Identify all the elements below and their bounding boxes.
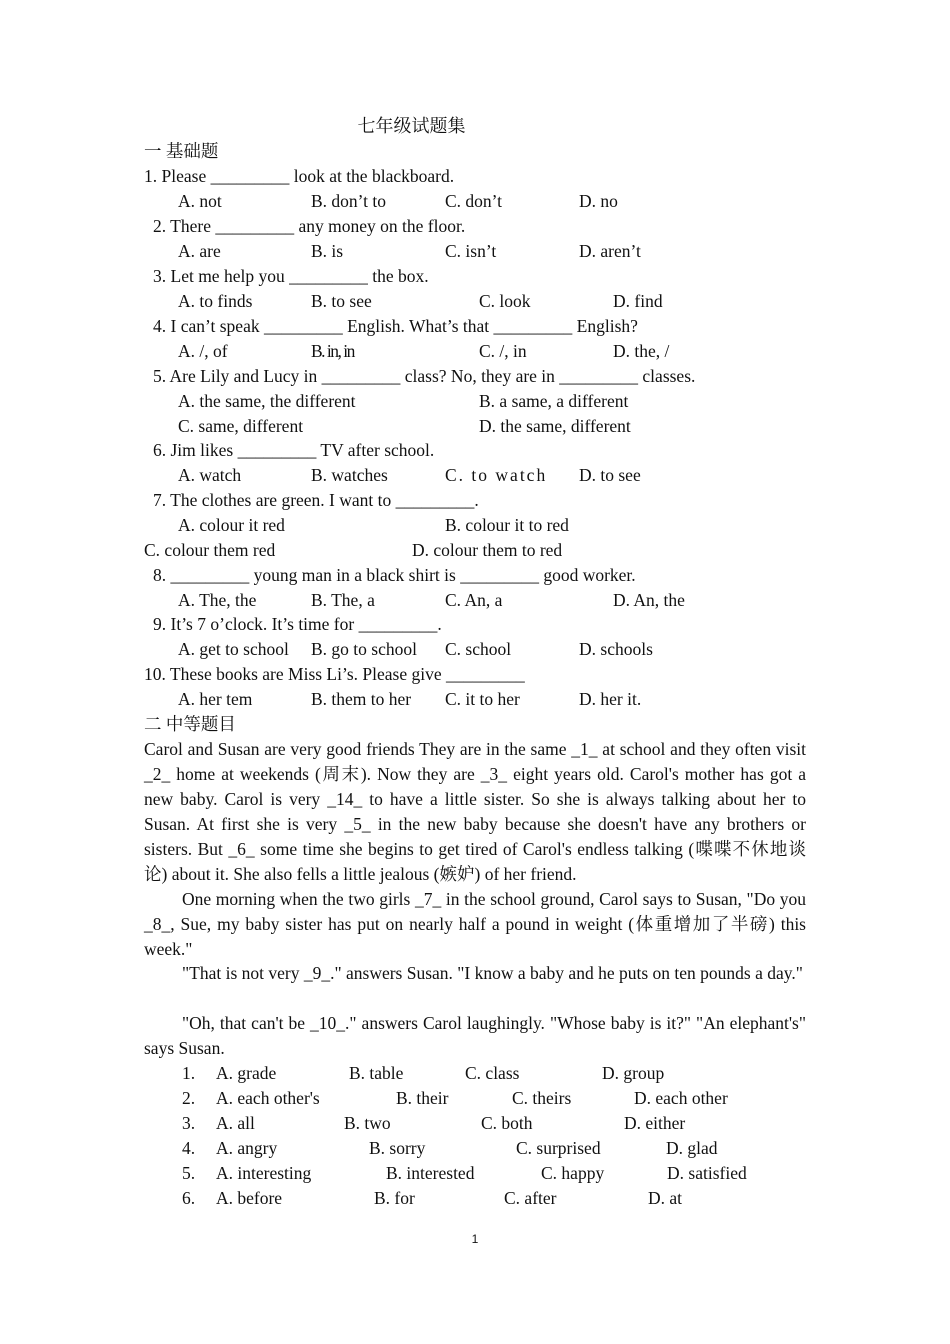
- choice-3-option-c: C. both: [481, 1113, 533, 1133]
- question-8-option-d: D. An, the: [613, 590, 685, 610]
- choice-6-option-a: A. before: [216, 1188, 283, 1208]
- question-7-option-b: B. colour it to red: [445, 515, 569, 535]
- question-7-option-c: C. colour them red: [144, 540, 276, 560]
- choice-2-option-b: B. their: [396, 1088, 449, 1108]
- choice-5-option-b: B. interested: [386, 1163, 475, 1183]
- question-3-stem: 3. Let me help you _________ the box.: [153, 266, 429, 286]
- choice-6-number: 6.: [182, 1188, 196, 1208]
- choice-4-number: 4.: [182, 1138, 196, 1158]
- choice-1-option-b: B. table: [349, 1063, 404, 1083]
- question-5-option-b: B. a same, a different: [479, 391, 629, 411]
- question-9-option-b: B. go to school: [311, 639, 417, 659]
- question-4-option-d: D. the, /: [613, 341, 670, 361]
- question-2-option-c: C. isn’t: [445, 241, 497, 261]
- choice-6-option-b: B. for: [374, 1188, 415, 1208]
- section-1-heading: 一 基础题: [144, 141, 219, 161]
- question-6-option-a: A. watch: [178, 465, 242, 485]
- choice-4-option-d: D. glad: [666, 1138, 718, 1158]
- choice-1-option-c: C. class: [465, 1063, 520, 1083]
- question-3-option-b: B. to see: [311, 291, 372, 311]
- page-title: 七年级试题集: [357, 116, 466, 136]
- question-6-option-c: C. to watch: [445, 465, 548, 485]
- question-7-option-a: A. colour it red: [178, 515, 285, 535]
- choice-5-option-d: D. satisfied: [667, 1163, 747, 1183]
- choice-2-option-d: D. each other: [634, 1088, 728, 1108]
- question-9-option-d: D. schools: [579, 639, 653, 659]
- question-4-option-a: A. /, of: [178, 341, 228, 361]
- choice-3-option-a: A. all: [216, 1113, 255, 1133]
- question-2-option-d: D. aren’t: [579, 241, 641, 261]
- question-3-option-c: C. look: [479, 291, 531, 311]
- passage-paragraph-2: One morning when the two girls _7_ in the school ground, Carol says to Susan, "Do you _8_, Sue, my baby sister has put on nearly half a pound in weight (体重增加了半磅) this week.": [144, 889, 806, 959]
- passage-paragraph-3: "That is not very _9_." answers Susan. "I know a baby and he puts on ten pounds a day.": [182, 963, 803, 983]
- question-8-option-a: A. The, the: [178, 590, 257, 610]
- passage-paragraph-4: "Oh, that can't be _10_." answers Carol laughingly. "Whose baby is it?" "An elephant's" says Susan.: [144, 1013, 806, 1058]
- choice-5-option-c: C. happy: [541, 1163, 605, 1183]
- question-8-option-b: B. The, a: [311, 590, 375, 610]
- question-9-stem: 9. It’s 7 o’clock. It’s time for _________.: [153, 614, 442, 634]
- question-4-stem: 4. I can’t speak _________ English. What’s that _________ English?: [153, 316, 638, 336]
- question-9-option-a: A. get to school: [178, 639, 289, 659]
- question-5-stem: 5. Are Lily and Lucy in _________ class? No, they are in _________ classes.: [153, 366, 696, 386]
- choice-2-option-a: A. each other's: [216, 1088, 320, 1108]
- question-3-option-d: D. find: [613, 291, 663, 311]
- question-1-option-c: C. don’t: [445, 191, 503, 211]
- question-7-stem: 7. The clothes are green. I want to _________.: [153, 490, 479, 510]
- choice-2-option-c: C. theirs: [512, 1088, 572, 1108]
- question-8-option-c: C. An, a: [445, 590, 503, 610]
- choice-1-number: 1.: [182, 1063, 196, 1083]
- question-10-option-b: B. them to her: [311, 689, 412, 709]
- question-7-option-d: D. colour them to red: [412, 540, 563, 560]
- question-6-stem: 6. Jim likes _________ TV after school.: [153, 440, 435, 460]
- choice-2-number: 2.: [182, 1088, 196, 1108]
- choice-4-option-c: C. surprised: [516, 1138, 601, 1158]
- page-number: 1: [471, 1232, 479, 1246]
- choice-4-option-a: A. angry: [216, 1138, 278, 1158]
- question-2-option-a: A. are: [178, 241, 221, 261]
- passage-paragraph-1: Carol and Susan are very good friends They are in the same _1_ at school and they often visit _2_ home at weekends (周末). Now they are _3_ eight years old. Carol's mother has got a new baby. Carol is very _14_ to have a little sister. So she is always talking about her to Susan. At first she is very _5_ in the new baby because she doesn't have any brothers or sisters. But _6_ some time she begins to get tired of Carol's endless talking (喋喋不休地谈论) about it. She also fells a little jealous (嫉妒) of her friend.: [144, 739, 806, 884]
- question-5-option-c: C. same, different: [178, 416, 304, 436]
- section-2-heading: 二 中等题目: [144, 714, 236, 734]
- question-1-option-b: B. don’t to: [311, 191, 387, 211]
- choice-1-option-d: D. group: [602, 1063, 665, 1083]
- question-2-option-b: B. is: [311, 241, 344, 261]
- question-3-option-a: A. to finds: [178, 291, 253, 311]
- question-10-option-c: C. it to her: [445, 689, 520, 709]
- choice-6-option-d: D. at: [648, 1188, 683, 1208]
- question-4-option-b: B. in, in: [311, 341, 354, 361]
- question-1-option-d: D. no: [579, 191, 618, 211]
- question-8-stem: 8. _________ young man in a black shirt is _________ good worker.: [153, 565, 636, 585]
- choice-3-number: 3.: [182, 1113, 196, 1133]
- choice-4-option-b: B. sorry: [369, 1138, 426, 1158]
- choice-3-option-b: B. two: [344, 1113, 391, 1133]
- question-5-option-d: D. the same, different: [479, 416, 631, 436]
- question-6-option-b: B. watches: [311, 465, 388, 485]
- question-9-option-c: C. school: [445, 639, 512, 659]
- question-2-stem: 2. There _________ any money on the floor.: [153, 216, 466, 236]
- question-10-stem: 10. These books are Miss Li’s. Please give _________: [144, 664, 525, 684]
- question-1-stem: 1. Please _________ look at the blackboard.: [144, 166, 455, 186]
- choice-1-option-a: A. grade: [216, 1063, 277, 1083]
- choice-6-option-c: C. after: [504, 1188, 557, 1208]
- question-10-option-a: A. her tem: [178, 689, 253, 709]
- question-6-option-d: D. to see: [579, 465, 641, 485]
- question-4-option-c: C. /, in: [479, 341, 527, 361]
- question-10-option-d: D. her it.: [579, 689, 642, 709]
- question-5-option-a: A. the same, the different: [178, 391, 356, 411]
- question-1-option-a: A. not: [178, 191, 222, 211]
- choice-5-number: 5.: [182, 1163, 196, 1183]
- choice-3-option-d: D. either: [624, 1113, 686, 1133]
- choice-5-option-a: A. interesting: [216, 1163, 312, 1183]
